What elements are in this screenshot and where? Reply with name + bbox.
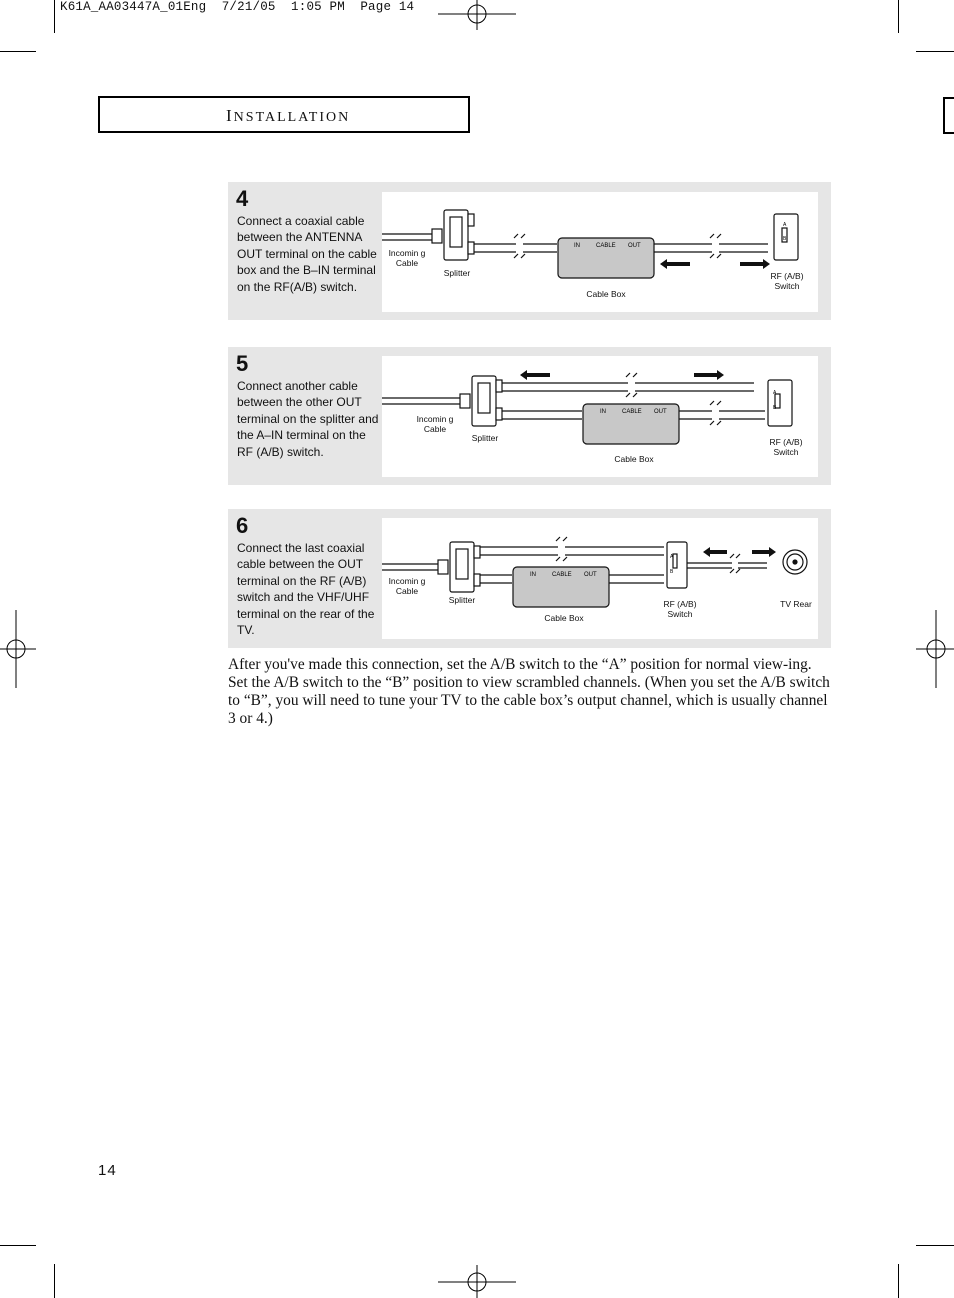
connector (438, 560, 448, 574)
arrow-right-icon (752, 547, 776, 557)
label-rf-switch: RF (A/B) Switch (769, 437, 803, 457)
connector (460, 394, 470, 408)
switch-b-label: B (670, 569, 674, 575)
box-out-label: OUT (654, 409, 667, 415)
arrow-left-icon (660, 259, 690, 269)
section-title: INSTALLATION (226, 106, 351, 125)
switch-a-label: A (670, 554, 674, 560)
box-out-label: OUT (628, 243, 641, 249)
step-number: 5 (236, 351, 249, 376)
step-number: 6 (236, 513, 249, 538)
label-rf-switch: RF (A/B) Switch (663, 599, 697, 619)
box-cable-label: CABLE (552, 572, 572, 578)
page-number: 14 (98, 1162, 117, 1179)
connection-diagram (382, 192, 818, 312)
box-in-label: IN (574, 243, 580, 249)
arrow-left-icon (703, 547, 727, 557)
switch-b-label: B (783, 236, 787, 242)
connection-diagram (382, 356, 818, 477)
box-cable-label: CABLE (596, 243, 616, 249)
label-splitter: Splitter (471, 433, 499, 443)
step-number: 4 (236, 186, 249, 211)
box-in-label: IN (600, 409, 606, 415)
box-in-label: IN (530, 572, 536, 578)
label-splitter: Splitter (443, 268, 471, 278)
print-slug: K61A_AA03447A_01Eng 7/21/05 1:05 PM Page 14 (60, 0, 415, 14)
label-splitter: Splitter (448, 595, 476, 605)
label-incoming-cable: Incomin g Cable (416, 414, 454, 434)
step-instruction: Connect another cable between the other OUT terminal on the splitter and the A–IN terminal on the RF (A/B) switch. (237, 379, 379, 459)
step-instruction: Connect the last coaxial cable between the OUT terminal on the RF (A/B) switch and the VHF/UHF terminal on the rear of the TV. (237, 541, 375, 638)
label-incoming-cable: Incomin g Cable (388, 576, 426, 596)
box-out-label: OUT (584, 572, 597, 578)
step-instruction: Connect a coaxial cable between the ANTENNA OUT terminal on the cable box and the B–IN terminal on the RF(A/B) switch. (237, 214, 377, 294)
box-cable-label: CABLE (622, 409, 642, 415)
switch-a-label: A (783, 222, 787, 228)
label-rf-switch: RF (A/B) Switch (770, 271, 804, 291)
arrow-right-icon (740, 259, 770, 269)
arrow-left-icon (520, 370, 550, 380)
label-cable-box: Cable Box (586, 289, 626, 299)
label-cable-box: Cable Box (614, 454, 654, 464)
connection-diagram (382, 518, 818, 639)
label-incoming-cable: Incomin g Cable (388, 248, 426, 268)
switch-b-label: B (773, 405, 777, 411)
arrow-right-icon (694, 370, 724, 380)
switch-a-label: A (773, 390, 777, 396)
diagram-graphics (382, 518, 818, 639)
thumb-tab (943, 97, 954, 134)
connector (432, 229, 442, 243)
label-cable-box: Cable Box (544, 613, 584, 623)
label-tv-rear: TV Rear (780, 599, 812, 609)
instruction-paragraph: After you've made this connection, set the A/B switch to the “A” position for normal view-ing. Set the A/B switch to the “B” position to view scrambled channels. (When you set the A/B switch to “B”, you will need to tune your TV to the cable box’s output channel, which is usually channel 3 or 4.) (228, 656, 830, 727)
